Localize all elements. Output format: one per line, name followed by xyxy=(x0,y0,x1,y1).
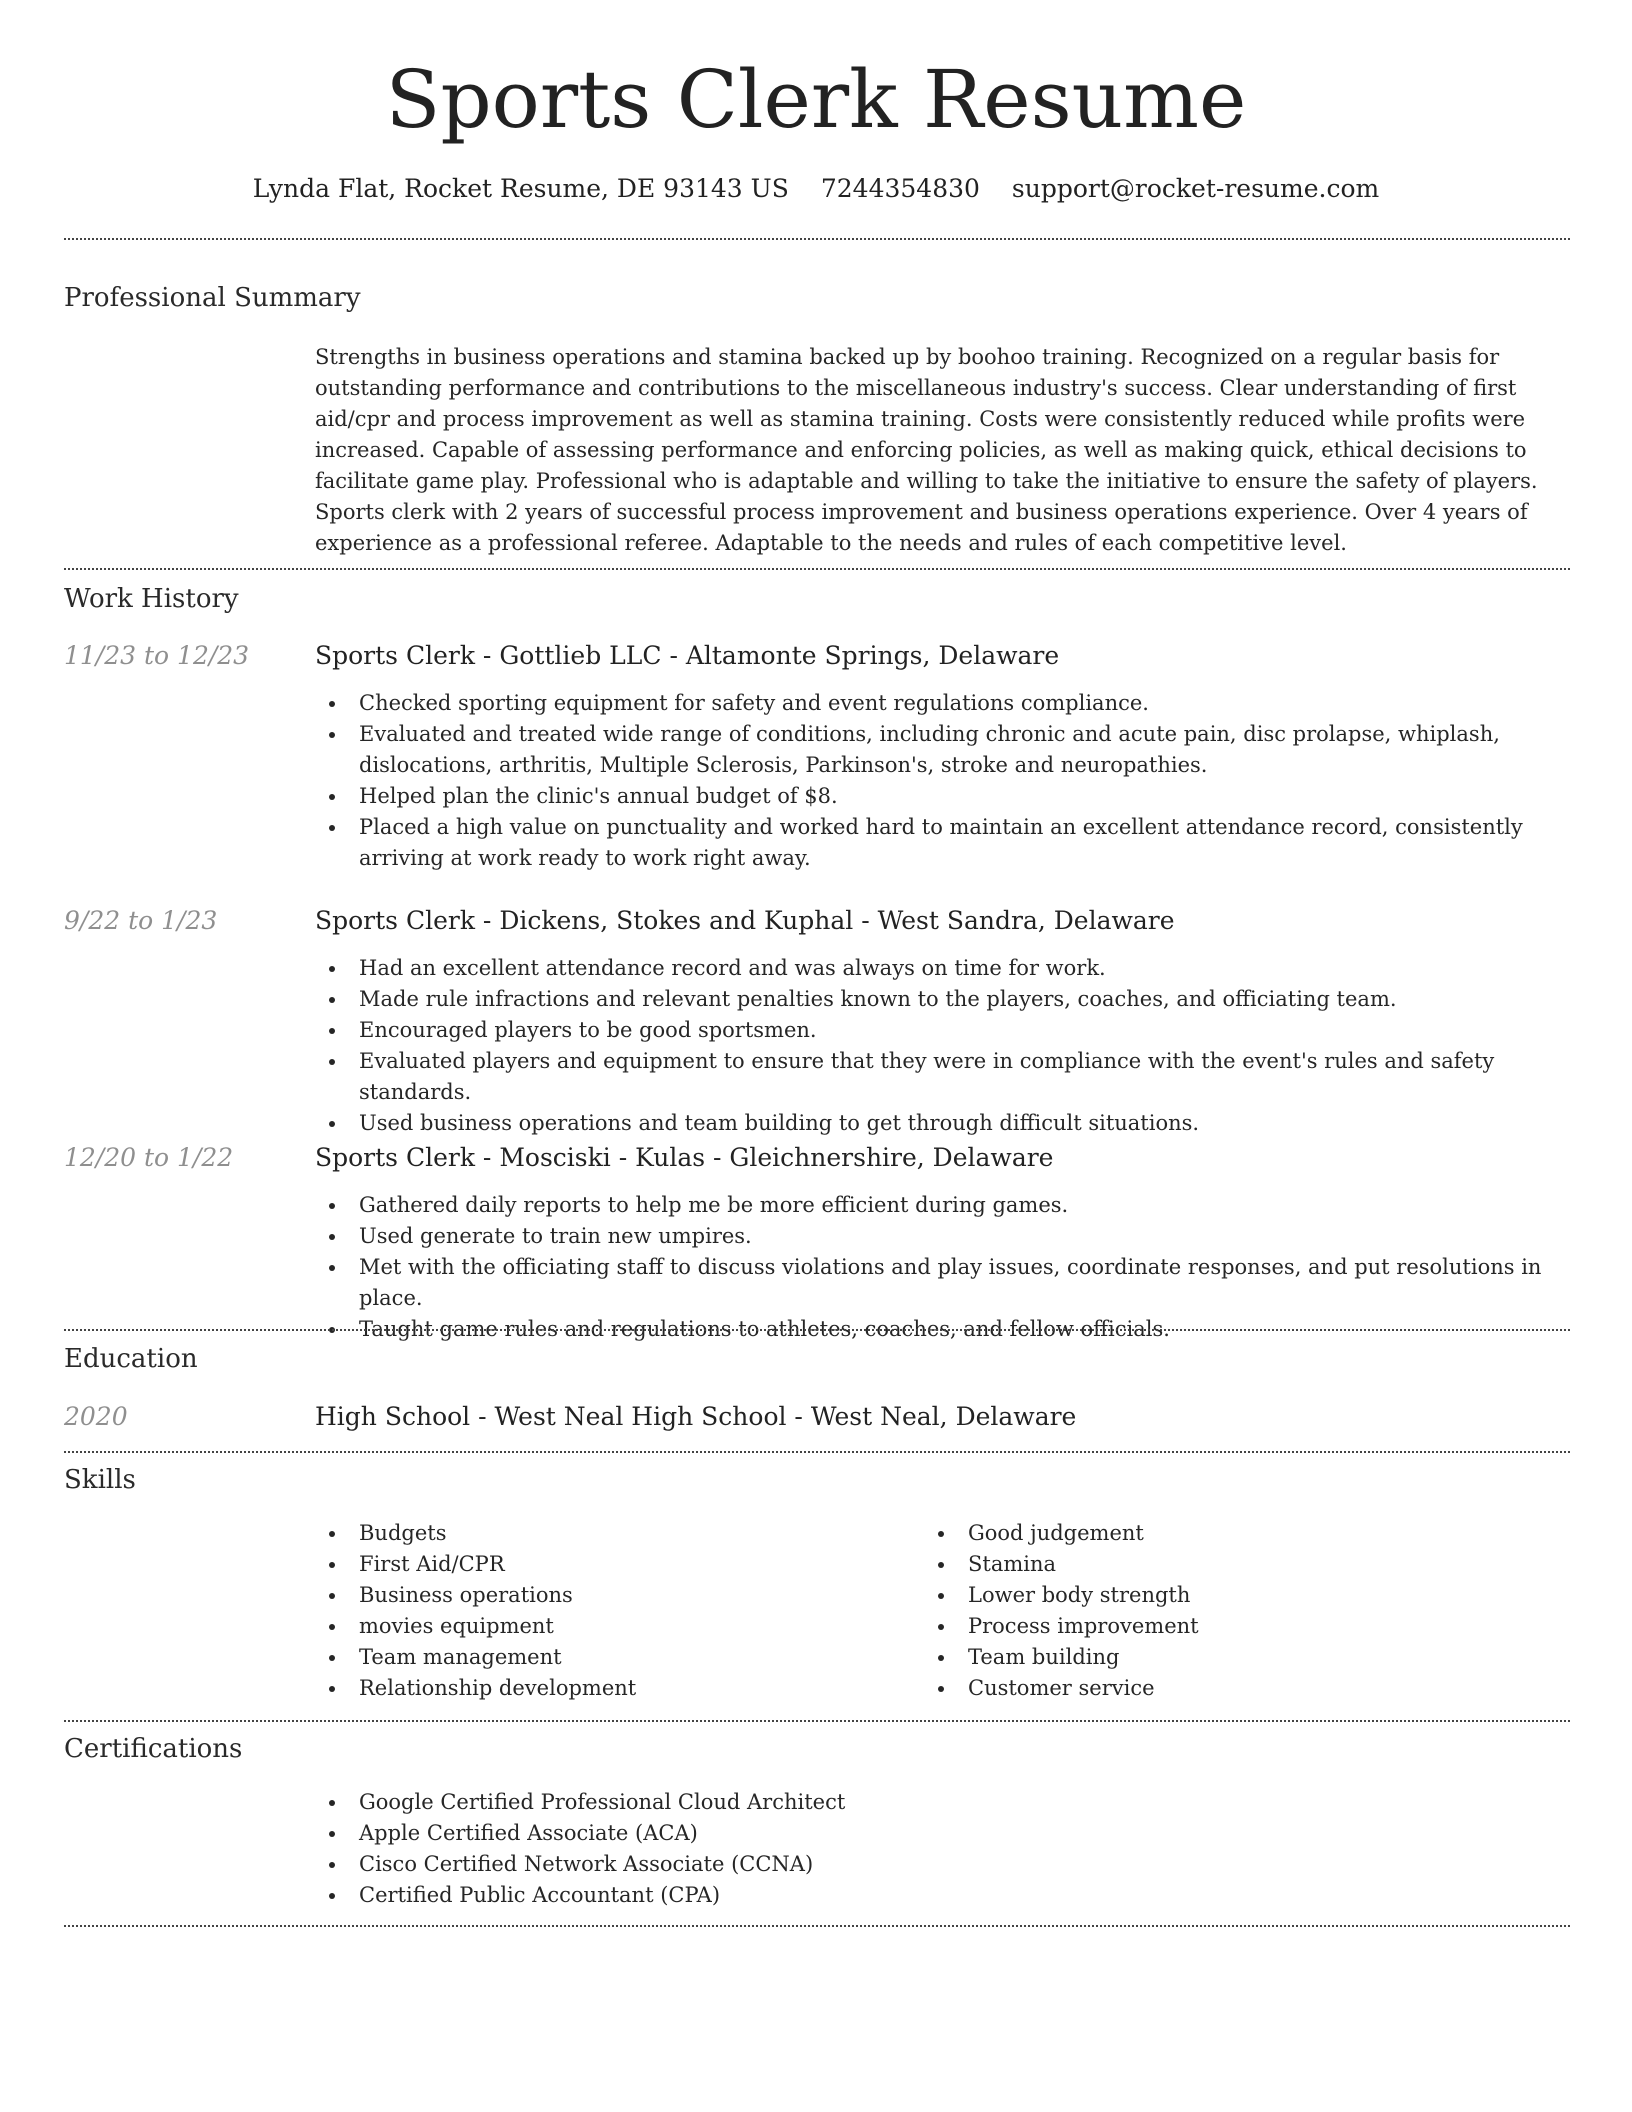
list-item: Lower body strength xyxy=(968,1580,1524,1611)
divider xyxy=(64,1329,1570,1331)
divider xyxy=(64,1451,1570,1453)
section-title-certifications: Certifications xyxy=(64,1734,243,1764)
list-item: Team management xyxy=(359,1642,915,1673)
divider xyxy=(64,1925,1570,1927)
job-bullets xyxy=(315,1190,1570,1345)
contact-phone: 7244354830 xyxy=(820,174,980,203)
list-item: Relationship development xyxy=(359,1673,915,1704)
list-item: Google Certified Professional Cloud Architect xyxy=(359,1787,1570,1818)
list-item: First Aid/CPR xyxy=(359,1549,915,1580)
list-item: Met with the officiating staff to discuss violations and play issues, coordinate responses, and put resolutions in place. xyxy=(359,1252,1570,1314)
list-item: Gathered daily reports to help me be more efficient during games. xyxy=(359,1190,1570,1221)
summary-text: Strengths in business operations and stamina backed up by boohoo training. Recognized on a regular basis for outstanding performance and contributions to the miscellaneous industry's success. Clear understanding of first aid/cpr and process improvement as well as stamina training. Costs were consistently reduced while profits were increased. Capable of assessing performance and enforcing policies, as well as making quick, ethical decisions to facilitate game play. Professional who is adaptable and willing to take the initiative to ensure the safety of players. Sports clerk with 2 years of successful process improvement and business operations experience. Over 4 years of experience as a professional referee. Adaptable to the needs and rules of each competitive level. xyxy=(315,345,1538,555)
list-item: Business operations xyxy=(359,1580,915,1611)
divider xyxy=(64,238,1570,240)
contact-address: Lynda Flat, Rocket Resume, DE 93143 US xyxy=(252,174,789,203)
list-item: Good judgement xyxy=(968,1518,1524,1549)
section-title-education: Education xyxy=(64,1344,198,1374)
list-item: Process improvement xyxy=(968,1611,1524,1642)
education-title: High School - West Neal High School - West Neal, Delaware xyxy=(315,1402,1077,1431)
skills-list-left xyxy=(315,1518,915,1704)
list-item: Used business operations and team building to get through difficult situations. xyxy=(359,1108,1570,1139)
list-item: Certified Public Accountant (CPA) xyxy=(359,1880,1570,1911)
list-item: Placed a high value on punctuality and worked hard to maintain an excellent attendance record, consistently arriving at work ready to work right away. xyxy=(359,812,1570,874)
list-item: Team building xyxy=(968,1642,1524,1673)
section-title-work-history: Work History xyxy=(64,584,239,614)
list-item: Cisco Certified Network Associate (CCNA) xyxy=(359,1849,1570,1880)
job-bullets xyxy=(315,953,1570,1139)
job-dates: 9/22 to 1/23 xyxy=(64,906,218,935)
divider xyxy=(64,1720,1570,1722)
job-title: Sports Clerk - Mosciski - Kulas - Gleichnershire, Delaware xyxy=(315,1143,1054,1172)
list-item: Had an excellent attendance record and was always on time for work. xyxy=(359,953,1570,984)
list-item: Evaluated players and equipment to ensure that they were in compliance with the event's rules and safety standards. xyxy=(359,1046,1570,1108)
list-item: Helped plan the clinic's annual budget of $8. xyxy=(359,781,1570,812)
job-bullets xyxy=(315,688,1570,874)
list-item: movies equipment xyxy=(359,1611,915,1642)
list-item: Made rule infractions and relevant penalties known to the players, coaches, and officiating team. xyxy=(359,984,1570,1015)
list-item: Apple Certified Associate (ACA) xyxy=(359,1818,1570,1849)
job-title: Sports Clerk - Gottlieb LLC - Altamonte Springs, Delaware xyxy=(315,641,1060,670)
list-item: Taught game rules and regulations to athletes, coaches, and fellow officials. xyxy=(359,1314,1570,1345)
list-item: Customer service xyxy=(968,1673,1524,1704)
certifications-list xyxy=(315,1787,1570,1911)
skills-list-right xyxy=(924,1518,1524,1704)
section-title-summary: Professional Summary xyxy=(64,283,361,313)
job-title: Sports Clerk - Dickens, Stokes and Kuphal - West Sandra, Delaware xyxy=(315,906,1175,935)
list-item: Evaluated and treated wide range of conditions, including chronic and acute pain, disc prolapse, whiplash, dislocations, arthritis, Multiple Sclerosis, Parkinson's, stroke and neuropathies. xyxy=(359,719,1570,781)
list-item: Checked sporting equipment for safety and event regulations compliance. xyxy=(359,688,1570,719)
list-item: Stamina xyxy=(968,1549,1524,1580)
resume-title: Sports Clerk Resume xyxy=(385,53,1247,146)
contact-email: support@rocket-resume.com xyxy=(1011,174,1380,203)
list-item: Encouraged players to be good sportsmen. xyxy=(359,1015,1570,1046)
divider xyxy=(64,568,1570,570)
list-item: Used generate to train new umpires. xyxy=(359,1221,1570,1252)
list-item: Budgets xyxy=(359,1518,915,1549)
job-dates: 12/20 to 1/22 xyxy=(64,1143,234,1172)
education-year: 2020 xyxy=(64,1402,128,1431)
section-title-skills: Skills xyxy=(64,1465,136,1495)
job-dates: 11/23 to 12/23 xyxy=(64,641,250,670)
contact-line xyxy=(0,172,1632,206)
